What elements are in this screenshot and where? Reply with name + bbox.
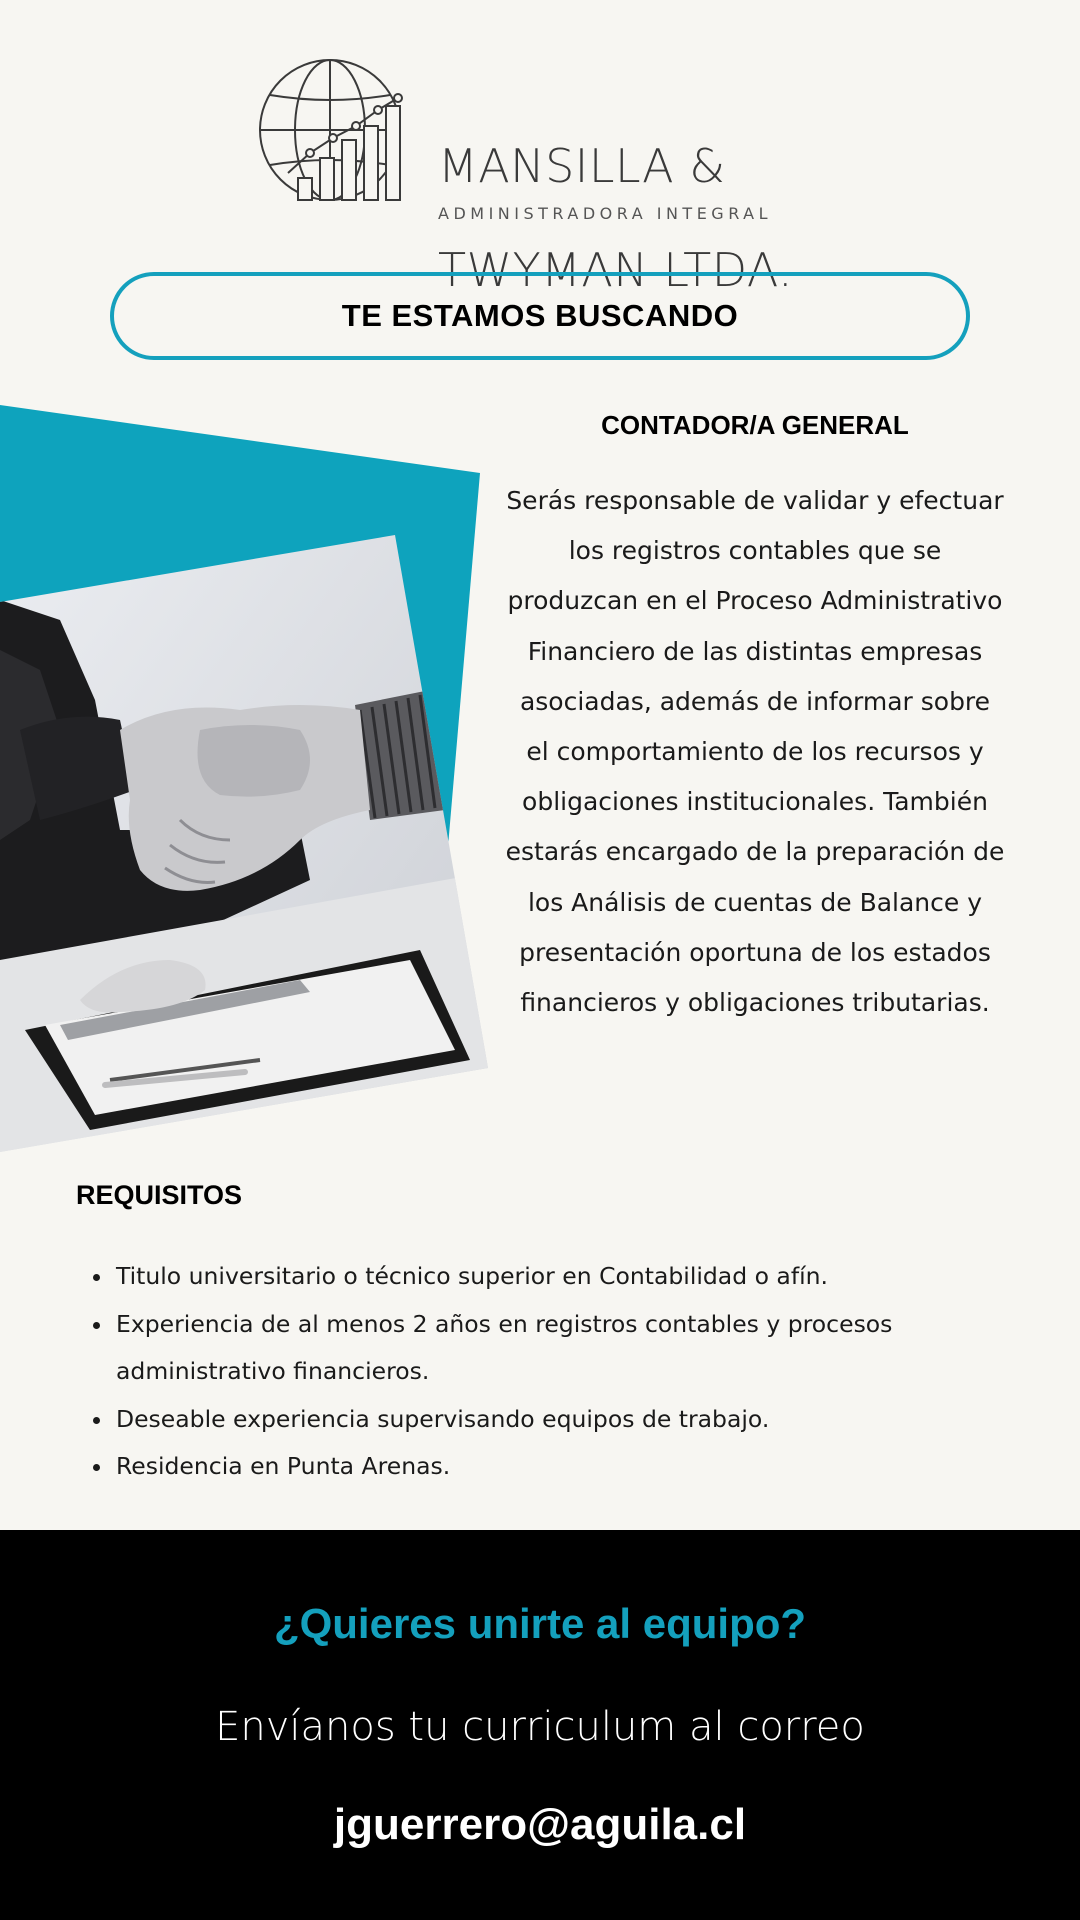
company-name-line1: MANSILLA & (438, 139, 726, 193)
requirements-list (74, 1253, 1054, 1491)
requirement-item: • Titulo universitario o técnico superior en Contabilidad o afín. (114, 1253, 1054, 1301)
requirement-item: • Residencia en Punta Arenas. (114, 1443, 1054, 1491)
cta-heading: ¿Quieres unirte al equipo? (273, 1600, 807, 1647)
requirement-item: • Deseable experiencia supervisando equipos de trabajo. (114, 1396, 1054, 1444)
handshake-photo (0, 400, 500, 1160)
requirements-title: REQUISITOS (76, 1180, 243, 1210)
company-logo (258, 58, 798, 297)
hiring-banner-label: TE ESTAMOS BUSCANDO (341, 298, 739, 333)
contact-email-link[interactable]: jguerrero@aguila.cl (333, 1800, 747, 1849)
hiring-banner (110, 272, 970, 360)
company-tagline: ADMINISTRADORA INTEGRAL (438, 204, 773, 223)
send-cv-text: Envíanos tu curriculum al correo (215, 1704, 865, 1750)
globe-bar-chart-icon (258, 58, 408, 208)
job-title: CONTADOR/A GENERAL (601, 410, 909, 440)
company-name-line2: TWYMAN LTDA. (438, 243, 794, 297)
requirement-item: • Experiencia de al menos 2 años en registros contables y procesos administrativo financieros. (114, 1301, 1054, 1396)
job-description: Serás responsable de validar y efectuar los registros contables que se produzcan en el Proceso Administrativo Financiero de las distintas empresas asociadas, además de informar sobre el comportamiento de los recursos y obligaciones institucionales. También estarás encargado de la preparación de los Análisis de cuentas de Balance y presentación oportuna de los estados financieros y obligaciones tributarias. (505, 486, 1005, 1018)
